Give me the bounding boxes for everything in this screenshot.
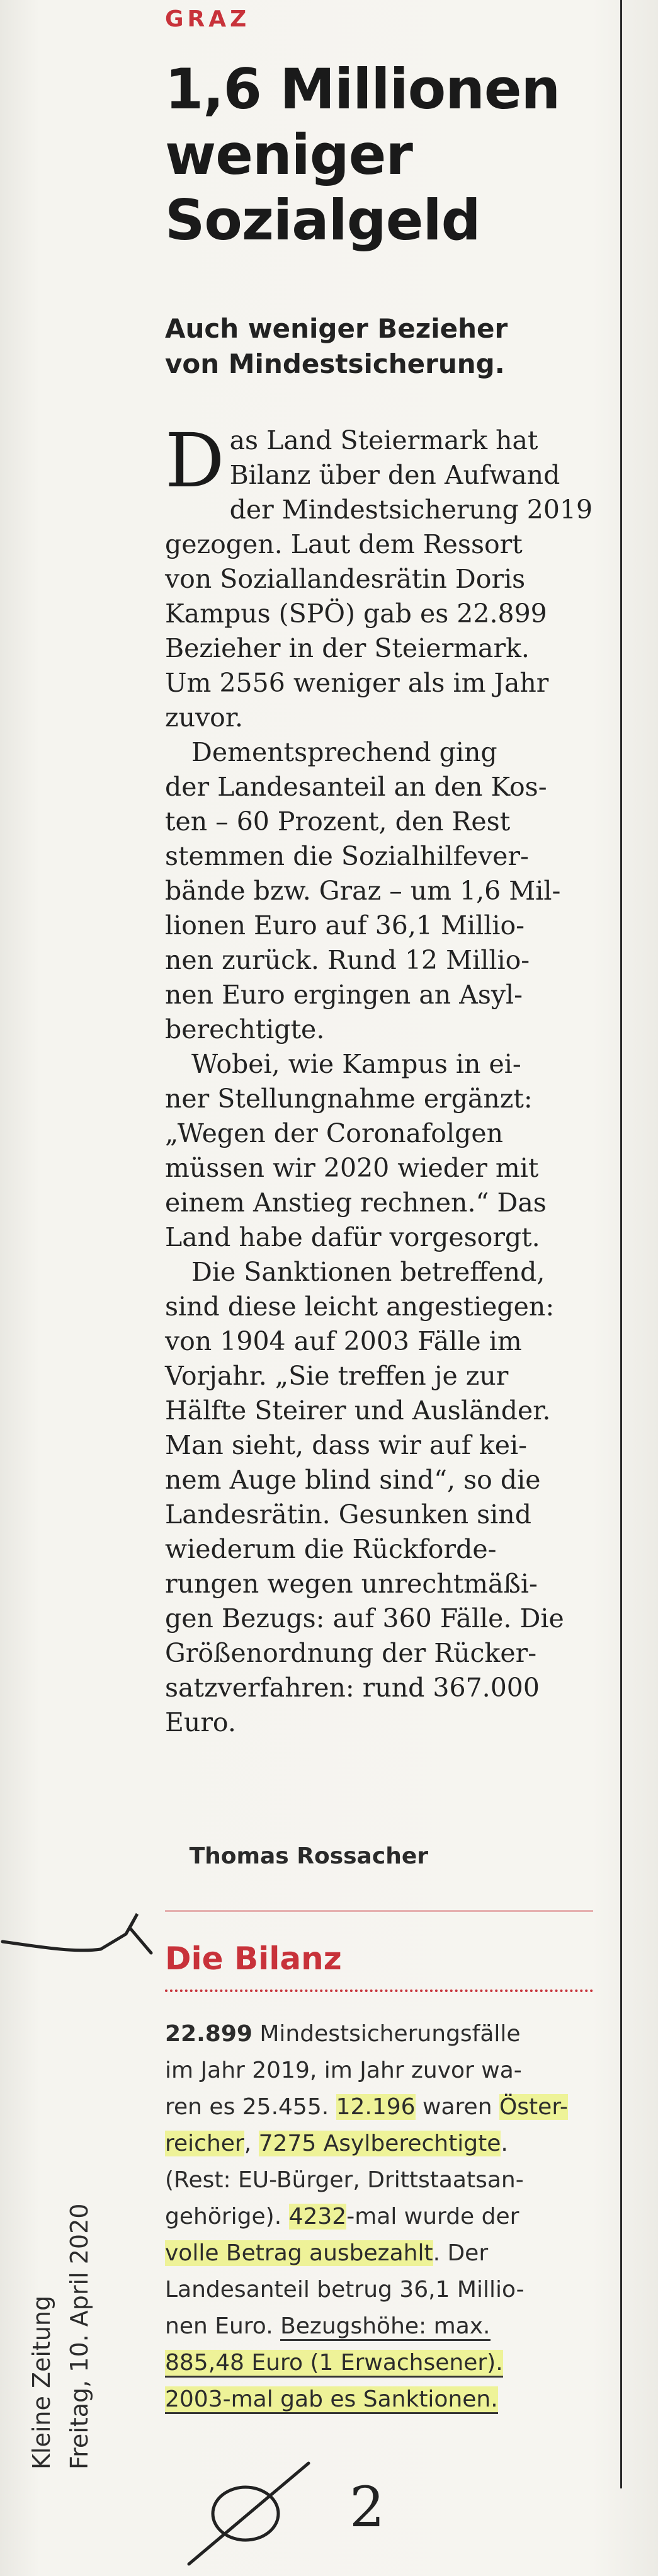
underlined-text: Bezugshöhe: max. xyxy=(280,2313,490,2341)
text-line: bände bzw. Graz – um 1,6 Mil- xyxy=(165,876,561,906)
crossed-circle-icon xyxy=(189,2463,309,2564)
infobox-line: (Rest: EU-Bürger, Drittstaatsan- xyxy=(165,2167,524,2193)
text-line: Land habe dafür vorgesorgt. xyxy=(165,1222,540,1252)
handwritten-marks xyxy=(176,2444,441,2570)
text-span: ren es 25.455. xyxy=(165,2094,336,2120)
text-span: Mindestsicherungsfälle xyxy=(252,2021,521,2047)
text-line: stemmen die Sozialhilfever- xyxy=(165,841,529,871)
text-span: . xyxy=(501,2131,508,2156)
text-line: lionen Euro auf 36,1 Millio- xyxy=(165,910,525,941)
text-line: gezogen. Laut dem Ressort xyxy=(165,529,523,559)
text-line: Landesrätin. Gesunken sind xyxy=(165,1499,531,1530)
article-body xyxy=(165,417,593,1740)
text-line: rungen wegen unrechtmäßi- xyxy=(165,1569,538,1599)
headline-line: Sozialgeld xyxy=(165,188,480,253)
infobox-line xyxy=(165,2016,599,2052)
text-line: nen Euro ergingen an Asyl- xyxy=(165,980,523,1010)
highlighted-text: 7275 Asylberechtigte xyxy=(258,2131,501,2156)
text-line: der Mindestsicherung 2019 xyxy=(229,495,593,525)
text-line: sind diese leicht angestiegen: xyxy=(165,1291,555,1322)
text-span: , xyxy=(244,2131,259,2156)
box-divider xyxy=(165,1910,593,1912)
text-span: gehörige). xyxy=(165,2204,289,2230)
headline-line: weniger xyxy=(165,122,412,187)
source-publication: Kleine Zeitung xyxy=(28,2295,55,2470)
text-span: -mal wurde der xyxy=(346,2204,519,2230)
text-line: satzverfahren: rund 367.000 xyxy=(165,1673,540,1703)
text-line: berechtigte. xyxy=(165,1014,325,1045)
paragraph xyxy=(165,1047,593,1255)
text-line: as Land Steiermark hat xyxy=(229,425,538,455)
text-line: ten – 60 Prozent, den Rest xyxy=(165,806,511,837)
text-line: Größenordnung der Rücker- xyxy=(165,1638,537,1668)
text-line: einem Anstieg rechnen.“ Das xyxy=(165,1188,547,1218)
bold-figure: 22.899 xyxy=(165,2021,252,2047)
subheadline xyxy=(165,311,593,382)
paragraph xyxy=(165,735,593,1047)
source-note xyxy=(23,2142,123,2470)
infobox-line xyxy=(165,2345,599,2381)
column-rule xyxy=(620,0,622,2488)
text-span: nen Euro. xyxy=(165,2313,281,2339)
text-line: Bilanz über den Aufwand xyxy=(229,460,560,490)
highlighted-text: reicher xyxy=(165,2131,244,2156)
infobox-line: im Jahr 2019, im Jahr zuvor wa- xyxy=(165,2058,522,2083)
infobox-line: Landesanteil betrug 36,1 Millio- xyxy=(165,2277,525,2303)
underlined-text: 2003-mal gab es Sanktionen. xyxy=(165,2386,498,2414)
text-span: waren xyxy=(415,2094,499,2120)
highlighted-text: 12.196 xyxy=(336,2094,416,2120)
pen-scribble-icon xyxy=(0,1909,164,1984)
text-span: . Der xyxy=(433,2240,489,2266)
text-line: Dementsprechend ging xyxy=(191,737,497,767)
text-line: nem Auge blind sind“, so die xyxy=(165,1465,541,1495)
text-line: Vorjahr. „Sie treffen je zur xyxy=(165,1361,509,1391)
text-line: zuvor. xyxy=(165,702,243,733)
infobox-line xyxy=(165,2235,599,2272)
text-line: müssen wir 2020 wieder mit xyxy=(165,1153,539,1183)
dotted-divider xyxy=(165,1989,593,1992)
text-line: Die Sanktionen betreffend, xyxy=(191,1257,545,1287)
text-line: „Wegen der Coronafolgen xyxy=(165,1118,504,1148)
underlined-text: 885,48 Euro (1 Erwachsener). xyxy=(165,2350,503,2378)
subhead-line: Auch weniger Bezieher xyxy=(165,313,508,344)
author-byline: Thomas Rossacher xyxy=(189,1843,428,1869)
headline-line: 1,6 Millionen xyxy=(165,57,560,122)
text-line: Bezieher in der Steiermark. xyxy=(165,633,530,663)
text-line: Wobei, wie Kampus in ei- xyxy=(191,1049,521,1079)
infobox-line xyxy=(165,2126,599,2162)
infobox-line xyxy=(165,2089,599,2126)
text-line: gen Bezugs: auf 360 Fälle. Die xyxy=(165,1603,564,1634)
text-line: ner Stellungnahme ergänzt: xyxy=(165,1084,533,1114)
highlighted-text: 4232 xyxy=(288,2204,347,2230)
text-line: Euro. xyxy=(165,1707,236,1737)
paragraph xyxy=(165,1255,593,1740)
highlighted-text: volle Betrag ausbezahlt xyxy=(165,2240,433,2266)
subhead-line: von Mindestsicherung. xyxy=(165,348,505,379)
text-line: von 1904 auf 2003 Fälle im xyxy=(165,1326,522,1356)
highlighted-text: Öster- xyxy=(499,2094,568,2120)
infobox-title: Die Bilanz xyxy=(165,1940,342,1977)
text-line: nen zurück. Rund 12 Millio- xyxy=(165,945,530,975)
source-date: Freitag, 10. April 2020 xyxy=(65,2203,93,2470)
text-line: Um 2556 weniger als im Jahr xyxy=(165,668,549,698)
infobox-line xyxy=(165,2308,599,2345)
text-line: Kampus (SPÖ) gab es 22.899 xyxy=(165,598,547,629)
text-line: Hälfte Steirer und Ausländer. xyxy=(165,1395,551,1426)
text-line: von Soziallandesrätin Doris xyxy=(165,564,526,594)
headline xyxy=(165,57,593,253)
paragraph xyxy=(165,417,593,735)
section-kicker: GRAZ xyxy=(165,6,251,32)
handwritten-number: 2 xyxy=(349,2475,385,2539)
infobox-body xyxy=(165,2016,599,2418)
drop-cap: D xyxy=(165,417,225,504)
infobox-line xyxy=(165,2381,599,2418)
text-line: wiederum die Rückforde- xyxy=(165,1534,497,1564)
infobox-line xyxy=(165,2199,599,2235)
text-line: Man sieht, dass wir auf kei- xyxy=(165,1430,528,1460)
text-line: der Landesanteil an den Kos- xyxy=(165,772,547,802)
